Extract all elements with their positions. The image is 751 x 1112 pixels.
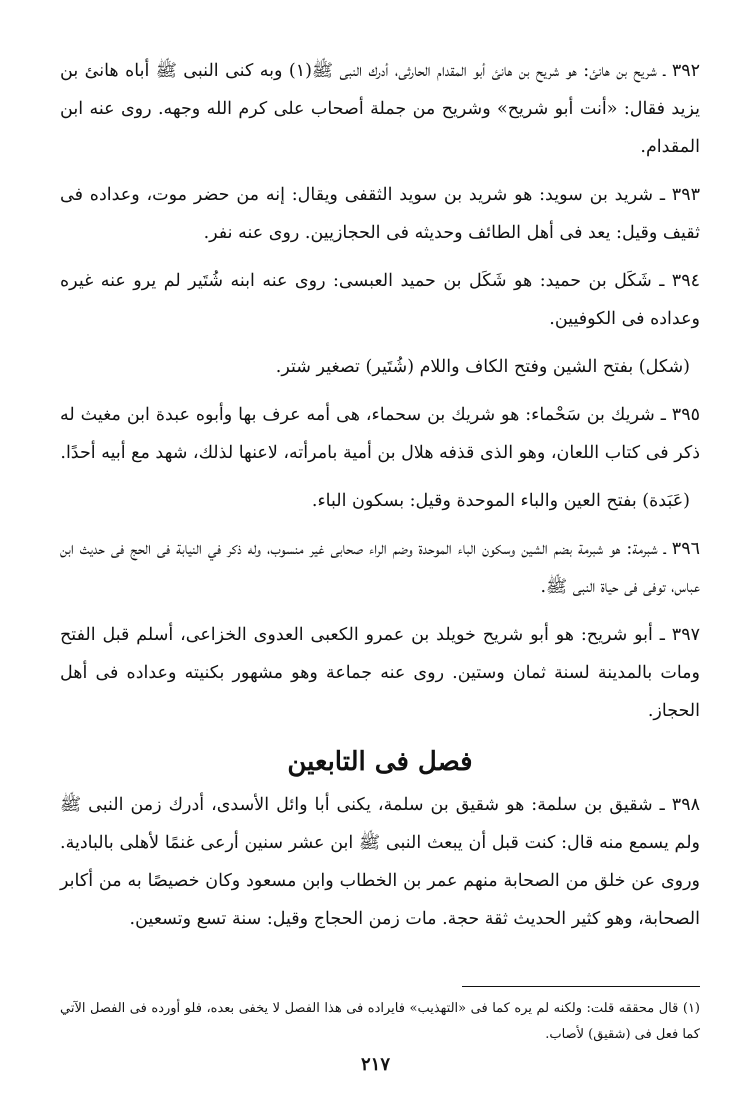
footnote-divider [462, 986, 700, 987]
page-body [60, 52, 700, 948]
page-number: ٢١٧ [360, 1054, 390, 1075]
entry-393: ٣٩٣ ـ شريد بن سويد: هو شريد بن سويد الثقفى ويقال: إنه من حضر موت، وعداده فى ثقيف وقيل: يعد فى أهل الطائف وحديثه فى الحجازيين. روى عنه نفر. [60, 185, 700, 243]
note-abada: (عَبَدة) بفتح العين والباء الموحدة وقيل: بسكون الباء. [311, 491, 690, 511]
entry-396: ٣٩٦ ـ شبرمة: هو شبرمة بضم الشين وسكون الباء الموحدة وضم الراء صحابى غير منسوب، وله ذكر في النيابة فى الحج فى حديث ابن عباس، توفى فى حياة النبى ﷺ. [60, 539, 700, 597]
entry-395: ٣٩٥ ـ شريك بن سَحْماء: هو شريك بن سحماء، هى أمه عرف بها وأبوه عبدة ابن مغيث له ذكر فى كتاب اللعان، وهو الذى قذفه هلال بن أمية بامرأته، لاعنها لذلك، شهد مع أبيه أحدًا. [60, 405, 700, 463]
entry-397: ٣٩٧ ـ أبو شريح: هو أبو شريح خويلد بن عمرو الكعبى العدوى الخزاعى، أسلم قبل الفتح ومات بالمدينة لسنة ثمان وستين. روى عنه جماعة وهو مشهور بكنيته وعداده فى أهل الحجاز. [60, 625, 700, 721]
entry-394: ٣٩٤ ـ شَكَل بن حميد: هو شَكَل بن حميد العبسى: روى عنه ابنه شُتَير لم يرو عنه غيره وعداده فى الكوفيين. [60, 271, 700, 329]
section-title: فصل فى التابعين [287, 747, 473, 777]
entry-392: ٣٩٢ ـ شريح بن هانئ: هو شريح بن هانئ أبو المقدام الحارثى، أدرك النبى ﷺ(١) وبه كنى النبى ﷺ أباه هانئ بن يزيد فقال: «أنت أبو شريح» وشريح من جملة أصحاب على كرم الله وجهه. روى عنه ابن المقدام. [60, 61, 701, 157]
footnote: (١) قال محققه قلت: ولكنه لم يره كما فى «التهذيب» فايراده فى هذا الفصل لا يخفى بعده، فلو أورده فى الفصل الآتي كما فعل فى (شقيق) لأصاب. [60, 1001, 700, 1042]
entry-398: ٣٩٨ ـ شقيق بن سلمة: هو شقيق بن سلمة، يكنى أبا وائل الأسدى، أدرك زمن النبى ﷺ ولم يسمع منه قال: كنت قبل أن يبعث النبى ﷺ ابن عشر سنين أرعى غنمًا لأهلى بالبادية. وروى عن خلق من الصحابة منهم عمر بن الخطاب وابن مسعود وكان خصيصًا به من أكابر الصحابة، وهو كثير الحديث ثقة حجة. مات زمن الحجاج وقيل: سنة تسع وتسعين. [60, 795, 700, 929]
note-shakal: (شكل) بفتح الشين وفتح الكاف واللام (شُتَير) تصغير شتر. [275, 357, 690, 377]
